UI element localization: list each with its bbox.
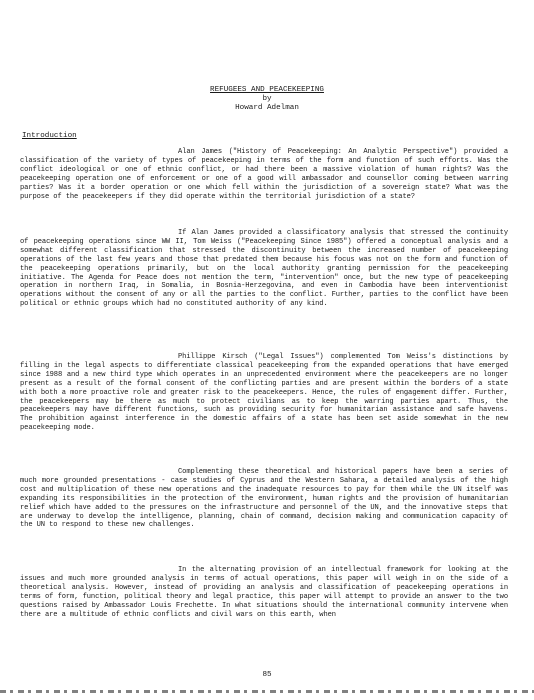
paragraph: Phillippe Kirsch ("Legal Issues") complemented Tom Weiss's distinctions by filling in the legal aspects to differentiate classical peacekeeping from the expanded operations that have emerged since 1988 and a new third type which operates in an unprecedented environment where the peacekeepers are no longer present as a result of the formal consent of the conflicting parties and are present within the borders of a state with both a more proactive role and greater risk to the peacekeepers. Hence, the rules of engagement differ. Further, the peacekeepers may be there as much to protect civilians as to keep the warring parties apart. Thus, the peacekeepers may have different functions, such as providing security for humanitarian assistance and safe havens. The prohibition against interference in the domestic affairs of a state has been set aside somewhat in the new peacekeeping mode. <box>20 353 508 433</box>
paragraph: Complementing these theoretical and historical papers have been a series of much more grounded presentations - case studies of Cyprus and the Western Sahara, a detailed analysis of the high cost and multiplication of these new operations and the inadequate resources to pay for them while the UN itself was expanding its responsibilities in the protection of the environment, human rights and the provision of humanitarian relief which have added to the pressures on the infrastructure and personnel of the UN, and the innovative steps that are underway to develop the intelligence, planning, chain of command, decision making and communication capacity of the UN to respond to these new challenges. <box>20 468 508 530</box>
byline: by <box>262 95 272 103</box>
paragraph: If Alan James provided a classificatory analysis that stressed the continuity of peacekeeping operations since WW II, Tom Weiss ("Peacekeeping Since 1985") offered a conceptual analysis and a somewhat different classification that stressed the discontinuity between the increased number of peacekeeping operations of the last few years and those that predated them because his focus was not on the form and function of the peacekeeping operations primarily, but on the local authority granting permission for the peacekeeping initiative. The Agenda for Peace does not mention the term, "intervention" once, but the new type of peacekeeping operation in northern Iraq, in Somalia, in Bosnia-Herzegovina, and even in Cambodia have been interventionist operations without the consent of any or all the parties to the conflict. Further, parties to the conflict have been political or ethnic groups which had no constituted authority of any kind. <box>20 229 508 309</box>
section-heading: Introduction <box>22 132 77 140</box>
paragraph: In the alternating provision of an intellectual framework for looking at the issues and much more grounded analysis in terms of actual operations, this paper will weigh in on the side of a theoretical analysis. However, instead of providing an analysis and classification of peacekeeping operations in terms of form, function, political theory and legal practice, this paper will attempt to provide an answer to the two questions raised by Ambassador Louis Frechette. In what situations should the international community intervene when there are a multitude of ethnic conflicts and civil wars on this earth, when <box>20 566 508 619</box>
title-block <box>0 86 534 113</box>
document-title: REFUGEES AND PEACEKEEPING <box>210 86 324 94</box>
page-number: 85 <box>262 671 272 679</box>
paragraph: Alan James ("History of Peacekeeping: An Analytic Perspective") provided a classification of the variety of types of peacekeeping in terms of the form and function of such efforts. Was the conflict ideological or one of ethnic conflict, or had there been a massive violation of human rights? Was the peacekeeping operation one of enforcement or one of a good will ambassador and counsellor coming between warring parties? Was it a border operation or one which fell within the jurisdiction of a sovereign state? What was the purpose of the peacekeepers if they did operate within the territorial jurisdiction of a state? <box>20 148 508 201</box>
scan-artifact-edge <box>0 690 534 693</box>
author-name: Howard Adelman <box>235 104 299 112</box>
